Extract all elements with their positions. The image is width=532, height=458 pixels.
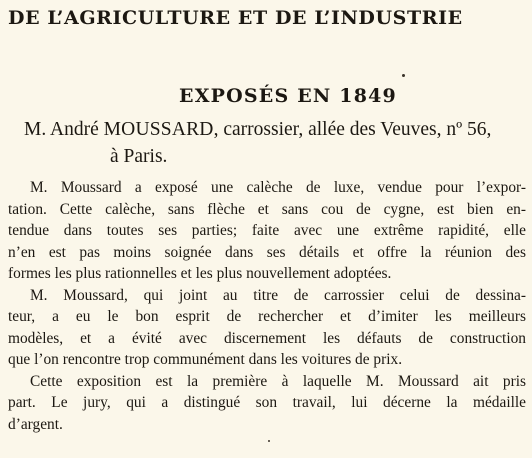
exhibitor-heading	[24, 116, 524, 170]
body-text	[8, 177, 526, 435]
section-title: EXPOSÉS EN 1849	[179, 85, 397, 107]
exhibitor-details: , carrossier, allée des Veuves, nº 56,	[213, 119, 492, 140]
exhibitor-surname: MOUSSARD	[103, 119, 214, 140]
body-line: Cette exposition est la première à laquelle M. Moussard ait pris	[30, 372, 526, 390]
exhibitor-line	[24, 116, 524, 143]
body-line: que l’on rencontre trop communément dans les voitures de prix.	[8, 351, 403, 368]
body-line: tation. Cette calèche, sans flèche et sans cou de cygne, est bien en-	[8, 200, 526, 218]
body-line: teur, a eu le bon esprit de rechercher et d’imiter les meilleurs	[8, 308, 526, 325]
running-head: DE L’AGRICULTURE ET DE L’INDUSTRIE	[8, 7, 463, 29]
body-line: M. Moussard a exposé une calèche de luxe, vendue pour l’expor-	[30, 179, 526, 196]
ink-speck	[402, 74, 405, 77]
body-line: tendue dans toutes ses parties; faite avec une extrême rapidité, elle	[8, 222, 526, 239]
body-line: part. Le jury, qui a distingué son travail, lui décerne la médaille	[8, 394, 526, 411]
body-line: n’en est pas moins soignée dans ses détails et offre la réunion des	[8, 243, 526, 261]
body-line: M. Moussard, qui joint au titre de carrossier celui de dessina-	[30, 286, 526, 304]
exhibitor-prefix: M. André	[24, 119, 104, 140]
body-line: formes les plus rationnelles et les plus nouvellement adoptées.	[8, 265, 392, 282]
exhibitor-city: à Paris.	[110, 146, 168, 167]
body-line: d’argent.	[8, 415, 63, 433]
ink-speck	[268, 440, 270, 442]
body-line: modèles, et a évité avec discernement les défauts de construction	[8, 329, 526, 347]
